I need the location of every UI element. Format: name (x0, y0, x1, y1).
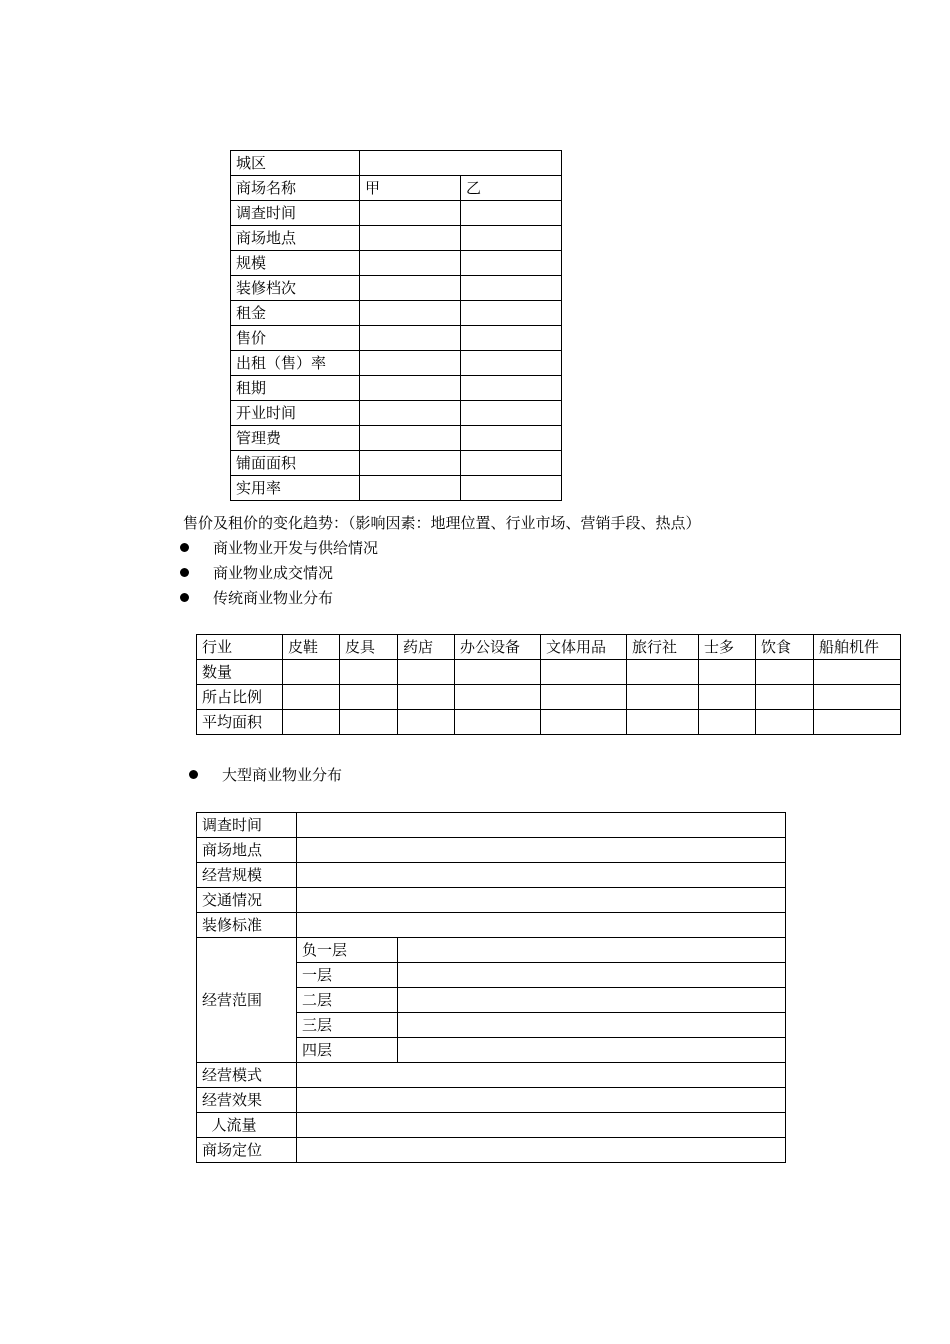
table-cell (283, 660, 340, 685)
table-cell (461, 326, 562, 351)
row-label: 管理费 (231, 426, 360, 451)
row-label: 商场地点 (231, 226, 360, 251)
table-cell (627, 685, 699, 710)
table-row (231, 176, 562, 201)
table-cell: 甲 (360, 176, 461, 201)
table-row (197, 1138, 786, 1163)
table-row (197, 813, 786, 838)
table-cell (455, 710, 541, 735)
table-cell: 乙 (461, 176, 562, 201)
bullet-item: 大型商业物业分布 (189, 764, 342, 786)
table-cell (398, 938, 786, 963)
table-cell (461, 226, 562, 251)
table-cell (360, 451, 461, 476)
table-cell (360, 226, 461, 251)
table-cell (699, 660, 756, 685)
table-row (231, 151, 562, 176)
table-cell (541, 710, 627, 735)
table-row (231, 326, 562, 351)
floor-label: 一层 (297, 963, 398, 988)
row-label: 商场名称 (231, 176, 360, 201)
table-cell (461, 276, 562, 301)
table-cell (756, 685, 814, 710)
table-cell (297, 913, 786, 938)
column-header: 行业 (197, 635, 283, 660)
table-cell (398, 988, 786, 1013)
bullet-item: 商业物业成交情况 (180, 562, 333, 584)
table-cell (814, 685, 901, 710)
row-label: 开业时间 (231, 401, 360, 426)
column-header: 船舶机件 (814, 635, 901, 660)
table-cell (461, 451, 562, 476)
row-label: 装修档次 (231, 276, 360, 301)
table-row (231, 451, 562, 476)
row-label: 实用率 (231, 476, 360, 501)
column-header: 饮食 (756, 635, 814, 660)
table-cell (360, 401, 461, 426)
table-row (197, 938, 786, 963)
table-cell (461, 251, 562, 276)
table-cell (461, 376, 562, 401)
table-row (231, 376, 562, 401)
table-cell (360, 426, 461, 451)
table-cell (340, 710, 398, 735)
large-mall-table (196, 812, 786, 1163)
table-row (231, 426, 562, 451)
table-row (197, 710, 901, 735)
row-label: 装修标准 (197, 913, 297, 938)
row-label: 交通情况 (197, 888, 297, 913)
price-trend-text: 售价及租价的变化趋势：（影响因素：地理位置、行业市场、营销手段、热点） (183, 514, 701, 532)
table-row (231, 476, 562, 501)
table-cell (360, 201, 461, 226)
column-header: 文体用品 (541, 635, 627, 660)
row-label: 调查时间 (231, 201, 360, 226)
table-cell (360, 476, 461, 501)
table-row (231, 301, 562, 326)
row-label: 所占比例 (197, 685, 283, 710)
bullet-item: 传统商业物业分布 (180, 587, 333, 609)
table-cell (297, 888, 786, 913)
floor-label: 四层 (297, 1038, 398, 1063)
bullet-dot-icon (189, 770, 198, 779)
table-row (197, 1063, 786, 1088)
row-label: 租金 (231, 301, 360, 326)
table-cell (461, 201, 562, 226)
table-cell (398, 660, 455, 685)
row-label: 铺面面积 (231, 451, 360, 476)
table-row (197, 863, 786, 888)
table-cell (360, 351, 461, 376)
industry-distribution-table (196, 634, 901, 735)
column-header: 士多 (699, 635, 756, 660)
row-label: 租期 (231, 376, 360, 401)
row-label: 售价 (231, 326, 360, 351)
table-cell (461, 301, 562, 326)
table-cell (398, 710, 455, 735)
table-cell (297, 1113, 786, 1138)
row-label: 出租（售）率 (231, 351, 360, 376)
row-label: 人流量 (197, 1113, 297, 1138)
column-header: 药店 (398, 635, 455, 660)
table-cell (627, 710, 699, 735)
table-cell (360, 276, 461, 301)
table-cell (541, 685, 627, 710)
column-header: 旅行社 (627, 635, 699, 660)
column-header: 皮具 (340, 635, 398, 660)
table-row (231, 201, 562, 226)
table-cell (283, 685, 340, 710)
table-cell (461, 426, 562, 451)
table-row (197, 685, 901, 710)
floor-label: 负一层 (297, 938, 398, 963)
bullet-item: 商业物业开发与供给情况 (180, 537, 378, 559)
bullet-dot-icon (180, 543, 189, 552)
table-cell (360, 251, 461, 276)
table-cell (461, 351, 562, 376)
table-cell (814, 660, 901, 685)
table-cell (461, 401, 562, 426)
table-row (231, 401, 562, 426)
row-label: 经营模式 (197, 1063, 297, 1088)
bullet-dot-icon (180, 568, 189, 577)
row-label: 城区 (231, 151, 360, 176)
row-label: 规模 (231, 251, 360, 276)
table-cell (297, 1088, 786, 1113)
column-header: 皮鞋 (283, 635, 340, 660)
mall-survey-table (230, 150, 562, 501)
row-label: 经营效果 (197, 1088, 297, 1113)
table-row (231, 226, 562, 251)
table-cell (297, 813, 786, 838)
table-cell (398, 1038, 786, 1063)
bullet-dot-icon (180, 593, 189, 602)
table-row (231, 251, 562, 276)
table-row (197, 1113, 786, 1138)
row-label: 数量 (197, 660, 283, 685)
column-header: 办公设备 (455, 635, 541, 660)
table-row (197, 838, 786, 863)
row-label: 经营规模 (197, 863, 297, 888)
table-cell (699, 685, 756, 710)
table-cell (699, 710, 756, 735)
table-cell (461, 476, 562, 501)
table-cell (541, 660, 627, 685)
table-cell (297, 838, 786, 863)
table-cell (398, 963, 786, 988)
table-cell (360, 151, 562, 176)
table-cell (627, 660, 699, 685)
table-cell (398, 685, 455, 710)
table-row (231, 351, 562, 376)
row-label: 经营范围 (197, 938, 297, 1063)
table-cell (360, 376, 461, 401)
table-cell (340, 660, 398, 685)
table-cell (398, 1013, 786, 1038)
table-cell (360, 301, 461, 326)
table-cell (455, 660, 541, 685)
row-label: 调查时间 (197, 813, 297, 838)
table-row (231, 276, 562, 301)
table-row (197, 660, 901, 685)
table-cell (297, 1138, 786, 1163)
table-cell (297, 863, 786, 888)
table-cell (283, 710, 340, 735)
table-row (197, 888, 786, 913)
table-row (197, 913, 786, 938)
floor-label: 二层 (297, 988, 398, 1013)
table-cell (455, 685, 541, 710)
table-cell (297, 1063, 786, 1088)
table-cell (814, 710, 901, 735)
table-header-row (197, 635, 901, 660)
table-cell (756, 710, 814, 735)
table-cell (360, 326, 461, 351)
row-label: 平均面积 (197, 710, 283, 735)
table-cell (340, 685, 398, 710)
table-cell (756, 660, 814, 685)
row-label: 商场定位 (197, 1138, 297, 1163)
row-label: 商场地点 (197, 838, 297, 863)
floor-label: 三层 (297, 1013, 398, 1038)
table-row (197, 1088, 786, 1113)
